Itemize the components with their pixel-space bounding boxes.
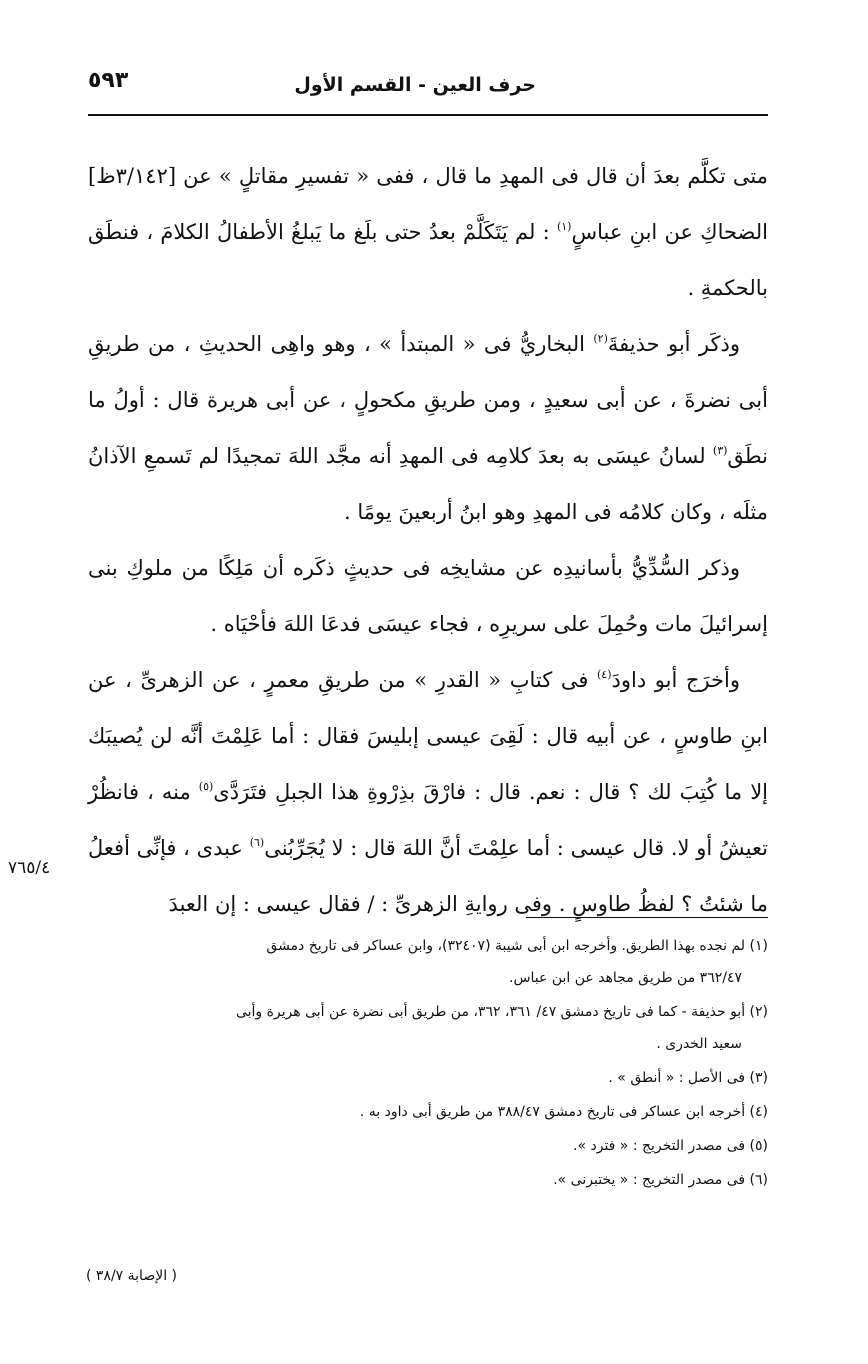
paragraph-4-text-a: وأخرَج أبو داودَ [611,668,740,692]
footnote-2 [88,996,768,1060]
footnote-ref-5: (٥) [198,780,214,793]
header-rule [88,114,768,116]
footnote-ref-4: (٤) [596,668,612,681]
margin-volume-page-note: ٧٦٥/٤ [8,858,51,878]
footnote-2-line-1: (٢) أبو حذيفة - كما فى تاريخ دمشق ٤٧/ ٣٦١، ٣٦٢، من طريق أبى نضرة عن أبى هريرة وأبى [235,1004,768,1020]
footnote-1 [88,930,768,994]
footnote-1-line-2: ٣٦٢/٤٧ من طريق مجاهد عن ابن عباس. [509,970,742,986]
paragraph-2 [88,316,768,540]
footnote-2-line-2: سعيد الخدرى . [656,1036,742,1052]
footnote-ref-6: (٦) [249,836,265,849]
paragraph-1 [88,148,768,316]
footnote-6: (٦) فى مصدر التخريج : « يختبرنى ». [553,1172,768,1188]
paragraph-4-text-b: فى كتابِ « القدرِ » من طريقِ معمرٍ ، عن الزهرىِّ ، عن ابنِ طاوسٍ ، عن أبيه قال : لَقِىَ عيسى إبليسَ فقال : أما عَلِمْتَ أنَّه لن يُصيبَك إلا ما كُتِبَ لك ؟ قال : نعم. قال : فارْقَ بذِرْوةِ هذا الجبلِ فتَرَدَّى [88,668,769,804]
header-title: حرف العين - القسم الأول [294,74,536,96]
footnote-ref-2: (٢) [593,332,608,345]
footnote-5: (٥) فى مصدر التخريج : « فترد ». [573,1138,768,1154]
footnote-separator [526,917,768,918]
page-number: ٥٩٣ [88,68,129,93]
source-reference: ( الإصابة ٣٨/٧ ) [86,1268,177,1284]
main-text [88,148,768,932]
footnote-1-line-1: (١) لم نجده بهذا الطريق. وأخرجه ابن أبى شيبة (٣٢٤٠٧)، وابن عساكر فى تاريخ دمشق [266,938,768,954]
running-header [88,66,768,110]
paragraph-4-text-c: منه ، فانظُرْ تعيشُ أو لا. قال عيسى : أما علِمْتَ أنَّ اللهَ قال : لا يُجَرِّبُنى [88,780,768,860]
paragraph-2-text-c: لسانُ عيسَى به بعدَ كلامِه فى المهدِ أنه مجَّد اللهَ تمجيدًا لم تَسمعِ الآذانُ مثلَه ، وكان كلامُه فى المهدِ وهو ابنُ أربعينَ يومًا . [88,444,768,524]
paragraph-1-text-b: الضحاكِ عن ابنِ عباسٍ [571,220,768,244]
paragraph-1-text-a: متى تكلَّم بعدَ أن قال فى المهدِ ما قال ، ففى « تفسيرِ مقاتلٍ » عن [176,164,768,188]
paragraph-3: وذكر السُّدِّيُّ بأسانيدِه عن مشايخِه فى حديثٍ ذكَره أن مَلِكًا من ملوكِ بنى إسرائيلَ مات وحُمِلَ على سريرِه ، فجاء عيسَى فدعَا اللهَ فأحْيَاه . [88,556,768,636]
footnote-3: (٣) فى الأصل : « أنطق » . [608,1070,768,1086]
paragraph-4 [88,652,768,932]
footnote-ref-1: (١) [556,220,572,233]
paragraph-2-text-b: البخاريُّ فى « المبتدأ » ، وهو واهِى الحديثِ ، من طريقِ أبى نضرةَ ، عن أبى سعيدٍ ، ومن طريقِ مكحولٍ ، عن أبى هريرة قال : أولُ ما نطَق [88,332,768,468]
paragraph-1-text-c: : لم يَتَكَلَّمْ بعدُ حتى بلَغ ما يَبلغُ الأطفالُ الكلامَ ، فنطَق بالحكمةِ . [88,220,768,300]
footnote-4: (٤) أخرجه ابن عساكر فى تاريخ دمشق ٣٨٨/٤٧ من طريق أبى داود به . [359,1104,768,1120]
paragraph-2-text-a: وذكَر أبو حذيفةَ [607,332,740,356]
paragraph-4-text-d: عبدى ، فإنِّى أفعلُ ما شئتُ ؟ لفظُ طاوسٍ . وفى روايةِ الزهرىِّ : / فقال عيسى : إن العبدَ [88,836,768,916]
footnotes [88,930,768,1198]
manuscript-folio-marker: [٣/١٤٢ظ] [88,164,177,188]
footnote-ref-3: (٣) [712,444,728,457]
